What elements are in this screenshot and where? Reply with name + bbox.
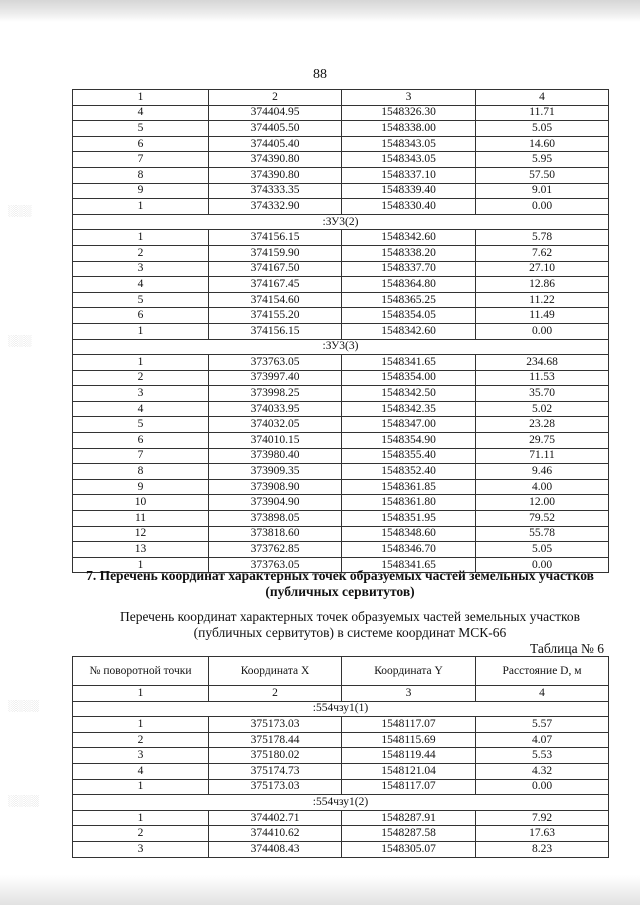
coord-y: 1548287.91 [342, 810, 476, 826]
coord-y: 1548365.25 [342, 292, 476, 308]
distance: 11.22 [476, 292, 609, 308]
point-number: 5 [73, 121, 209, 137]
column-number: 4 [476, 90, 609, 106]
coord-x: 375174.73 [209, 763, 342, 779]
table-row [73, 779, 609, 795]
point-number: 8 [73, 464, 209, 480]
coord-x: 373762.85 [209, 542, 342, 558]
table-header-row [73, 657, 609, 686]
coord-y: 1548361.85 [342, 479, 476, 495]
distance: 0.00 [476, 323, 609, 339]
distance: 17.63 [476, 826, 609, 842]
coord-y: 1548330.40 [342, 199, 476, 215]
point-number: 4 [73, 763, 209, 779]
bleed-through-mark: ░░░░ [8, 795, 40, 807]
coord-x: 373763.05 [209, 557, 342, 573]
coord-y: 1548338.20 [342, 245, 476, 261]
distance: 5.53 [476, 748, 609, 764]
distance: 234.68 [476, 355, 609, 371]
table-row [73, 401, 609, 417]
coord-y: 1548305.07 [342, 841, 476, 857]
table-row [73, 433, 609, 449]
coord-y: 1548352.40 [342, 464, 476, 480]
point-number: 4 [73, 401, 209, 417]
bleed-through-mark: ░░░░ [8, 700, 40, 712]
distance: 11.49 [476, 308, 609, 324]
distance: 27.10 [476, 261, 609, 277]
coord-y: 1548119.44 [342, 748, 476, 764]
point-number: 3 [73, 261, 209, 277]
coordinates-table-continued [72, 89, 609, 573]
distance: 57.50 [476, 167, 609, 183]
table-row [73, 526, 609, 542]
point-number: 4 [73, 277, 209, 293]
parcel-group-label: :ЗУ3(2) [73, 214, 609, 230]
coord-x: 373898.05 [209, 511, 342, 527]
coord-y: 1548343.05 [342, 136, 476, 152]
point-number: 11 [73, 511, 209, 527]
column-number: 1 [73, 90, 209, 106]
coord-x: 374010.15 [209, 433, 342, 449]
table-row [73, 495, 609, 511]
coord-y: 1548337.70 [342, 261, 476, 277]
bleed-through-mark: ░░░ [8, 205, 32, 217]
coord-x: 375180.02 [209, 748, 342, 764]
table-row [73, 230, 609, 246]
point-number: 5 [73, 292, 209, 308]
coord-x: 375173.03 [209, 779, 342, 795]
coord-y: 1548287.58 [342, 826, 476, 842]
scan-edge-bottom [0, 875, 640, 905]
point-number: 9 [73, 183, 209, 199]
point-number: 7 [73, 152, 209, 168]
coord-y: 1548121.04 [342, 763, 476, 779]
table-number-label: Таблица № 6 [530, 641, 604, 656]
coord-y: 1548337.10 [342, 167, 476, 183]
coord-y: 1548343.05 [342, 152, 476, 168]
coord-x: 373908.90 [209, 479, 342, 495]
distance: 5.02 [476, 401, 609, 417]
table-row [73, 167, 609, 183]
table-row [73, 136, 609, 152]
table-row [73, 841, 609, 857]
distance: 14.60 [476, 136, 609, 152]
column-number: 3 [342, 686, 476, 702]
section-heading: 7. Перечень координат характерных точек образуемых частей земельных участков (публичных сервитутов) [86, 568, 594, 599]
point-number: 3 [73, 748, 209, 764]
table-row [73, 292, 609, 308]
coord-x: 374156.15 [209, 230, 342, 246]
table-row [73, 810, 609, 826]
table-row [73, 464, 609, 480]
coord-y: 1548342.60 [342, 323, 476, 339]
coord-y: 1548342.60 [342, 230, 476, 246]
coord-x: 373997.40 [209, 370, 342, 386]
table-row [73, 183, 609, 199]
table-row [73, 763, 609, 779]
point-number: 1 [73, 230, 209, 246]
coord-x: 374167.45 [209, 277, 342, 293]
easement-coordinates-table [72, 656, 609, 858]
coord-y: 1548354.05 [342, 308, 476, 324]
coord-x: 373904.90 [209, 495, 342, 511]
coord-y: 1548117.07 [342, 779, 476, 795]
parcel-group-label: :554чзу1(2) [73, 795, 609, 811]
point-number: 6 [73, 136, 209, 152]
distance: 4.07 [476, 732, 609, 748]
point-number: 6 [73, 308, 209, 324]
group-header-row [73, 339, 609, 355]
table-row [73, 245, 609, 261]
table-row [73, 748, 609, 764]
distance: 12.00 [476, 495, 609, 511]
column-header-point-number: № поворотной точки [73, 657, 209, 686]
coord-y: 1548355.40 [342, 448, 476, 464]
coord-x: 374155.20 [209, 308, 342, 324]
distance: 5.78 [476, 230, 609, 246]
coord-x: 373998.25 [209, 386, 342, 402]
table-column-numbers-row [73, 686, 609, 702]
column-header-coord-x: Координата X [209, 657, 342, 686]
coord-x: 374159.90 [209, 245, 342, 261]
parcel-group-label: :554чзу1(1) [73, 701, 609, 717]
table-column-numbers-row [73, 90, 609, 106]
point-number: 6 [73, 433, 209, 449]
distance: 23.28 [476, 417, 609, 433]
coord-x: 374405.50 [209, 121, 342, 137]
coord-x: 374167.50 [209, 261, 342, 277]
distance: 4.32 [476, 763, 609, 779]
column-header-coord-y: Координата Y [342, 657, 476, 686]
table-row [73, 323, 609, 339]
point-number: 1 [73, 199, 209, 215]
coord-x: 375178.44 [209, 732, 342, 748]
coord-y: 1548364.80 [342, 277, 476, 293]
coord-y: 1548342.35 [342, 401, 476, 417]
column-number: 2 [209, 686, 342, 702]
coord-x: 374404.95 [209, 105, 342, 121]
point-number: 12 [73, 526, 209, 542]
group-header-row [73, 795, 609, 811]
table-caption: Перечень координат характерных точек образуемых частей земельных участков (публичных сервитутов) в системе координат МСК-66 [119, 609, 581, 640]
distance: 9.01 [476, 183, 609, 199]
column-number: 2 [209, 90, 342, 106]
point-number: 1 [73, 779, 209, 795]
distance: 7.92 [476, 810, 609, 826]
table-row [73, 826, 609, 842]
point-number: 5 [73, 417, 209, 433]
coord-y: 1548351.95 [342, 511, 476, 527]
coord-x: 374390.80 [209, 167, 342, 183]
table-row [73, 199, 609, 215]
column-number: 4 [476, 686, 609, 702]
distance: 9.46 [476, 464, 609, 480]
distance: 8.23 [476, 841, 609, 857]
point-number: 1 [73, 355, 209, 371]
group-header-row [73, 214, 609, 230]
distance: 7.62 [476, 245, 609, 261]
group-header-row [73, 701, 609, 717]
coord-y: 1548361.80 [342, 495, 476, 511]
point-number: 13 [73, 542, 209, 558]
table-row [73, 121, 609, 137]
point-number: 1 [73, 557, 209, 573]
table-row [73, 105, 609, 121]
distance: 12.86 [476, 277, 609, 293]
table-row [73, 717, 609, 733]
coord-y: 1548341.65 [342, 557, 476, 573]
distance: 5.57 [476, 717, 609, 733]
coord-x: 373909.35 [209, 464, 342, 480]
column-number: 1 [73, 686, 209, 702]
table-row [73, 448, 609, 464]
coord-y: 1548342.50 [342, 386, 476, 402]
distance: 11.71 [476, 105, 609, 121]
coord-x: 374405.40 [209, 136, 342, 152]
coord-x: 374390.80 [209, 152, 342, 168]
point-number: 2 [73, 245, 209, 261]
point-number: 3 [73, 841, 209, 857]
table-row [73, 732, 609, 748]
point-number: 9 [73, 479, 209, 495]
distance: 4.00 [476, 479, 609, 495]
distance: 29.75 [476, 433, 609, 449]
point-number: 3 [73, 386, 209, 402]
column-number: 3 [342, 90, 476, 106]
coord-y: 1548354.00 [342, 370, 476, 386]
table-row [73, 417, 609, 433]
distance: 0.00 [476, 199, 609, 215]
coord-y: 1548117.07 [342, 717, 476, 733]
point-number: 4 [73, 105, 209, 121]
coord-x: 374033.95 [209, 401, 342, 417]
distance: 11.53 [476, 370, 609, 386]
coord-x: 373980.40 [209, 448, 342, 464]
table-row [73, 308, 609, 324]
table-row [73, 261, 609, 277]
coord-y: 1548326.30 [342, 105, 476, 121]
coord-y: 1548338.00 [342, 121, 476, 137]
column-header-distance: Расстояние D, м [476, 657, 609, 686]
point-number: 1 [73, 323, 209, 339]
point-number: 10 [73, 495, 209, 511]
coord-x: 374032.05 [209, 417, 342, 433]
table-row [73, 511, 609, 527]
coord-y: 1548341.65 [342, 355, 476, 371]
point-number: 8 [73, 167, 209, 183]
page-number: 88 [313, 67, 327, 82]
point-number: 2 [73, 370, 209, 386]
table-row [73, 386, 609, 402]
point-number: 1 [73, 810, 209, 826]
table-row [73, 152, 609, 168]
distance: 0.00 [476, 557, 609, 573]
distance: 0.00 [476, 779, 609, 795]
coord-x: 373818.60 [209, 526, 342, 542]
distance: 79.52 [476, 511, 609, 527]
coord-x: 374333.35 [209, 183, 342, 199]
parcel-group-label: :ЗУ3(3) [73, 339, 609, 355]
point-number: 7 [73, 448, 209, 464]
coord-y: 1548354.90 [342, 433, 476, 449]
coord-y: 1548346.70 [342, 542, 476, 558]
coord-y: 1548348.60 [342, 526, 476, 542]
table-row [73, 542, 609, 558]
point-number: 2 [73, 732, 209, 748]
coord-y: 1548339.40 [342, 183, 476, 199]
coord-y: 1548347.00 [342, 417, 476, 433]
coord-x: 375173.03 [209, 717, 342, 733]
coord-x: 373763.05 [209, 355, 342, 371]
table-row [73, 355, 609, 371]
point-number: 1 [73, 717, 209, 733]
distance: 5.05 [476, 121, 609, 137]
scan-edge-top [0, 0, 640, 22]
point-number: 2 [73, 826, 209, 842]
coord-x: 374408.43 [209, 841, 342, 857]
coord-x: 374156.15 [209, 323, 342, 339]
coord-x: 374332.90 [209, 199, 342, 215]
distance: 55.78 [476, 526, 609, 542]
coord-y: 1548115.69 [342, 732, 476, 748]
table-row [73, 370, 609, 386]
bleed-through-mark: ░░░ [8, 335, 32, 347]
coord-x: 374154.60 [209, 292, 342, 308]
coord-x: 374402.71 [209, 810, 342, 826]
table-row [73, 479, 609, 495]
distance: 5.05 [476, 542, 609, 558]
coord-x: 374410.62 [209, 826, 342, 842]
distance: 5.95 [476, 152, 609, 168]
distance: 71.11 [476, 448, 609, 464]
table-row [73, 277, 609, 293]
distance: 35.70 [476, 386, 609, 402]
